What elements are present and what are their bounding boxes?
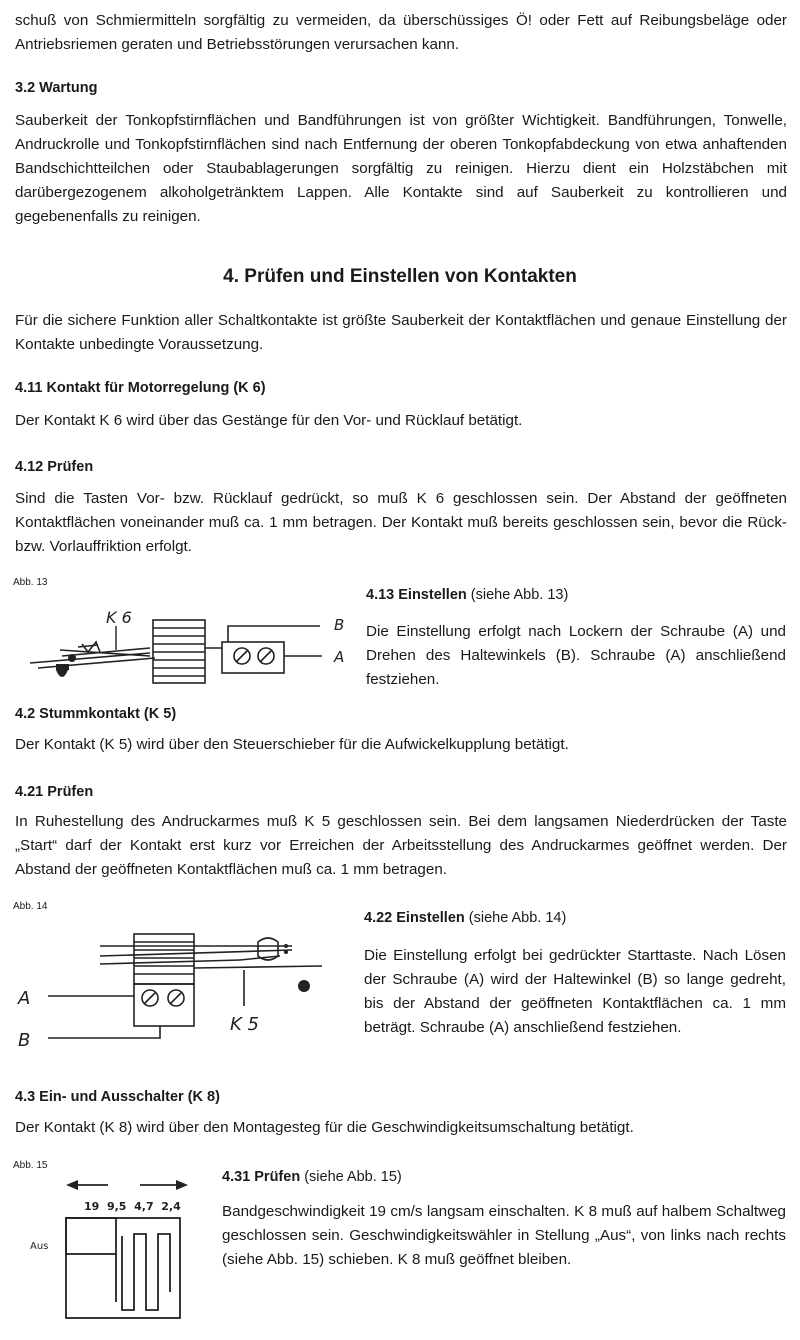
section-4-2-heading: 4.2 Stummkontakt (K 5) (15, 706, 177, 722)
figure-15-caption: Abb. 15 (13, 1160, 48, 1171)
section-4-22-text: Die Einstellung erfolgt bei gedrückter Starttaste. Nach Lösen der Schraube (A) wird der Haltewinkel (B) so lange gedreht, bis der Abstand der geöffneten Kontaktflächen ca. 1 mm beträgt. Schraube (A) anschließend festziehen. (364, 947, 786, 1036)
section-4-3-text: Der Kontakt (K 8) wird über den Montagesteg für die Geschwindigkeitsumschaltung betätigt. (15, 1119, 634, 1136)
figure-13-label-a: A (334, 648, 345, 666)
figure-13-label-k6: K 6 (106, 608, 132, 627)
section-4-21-heading: 4.21 Prüfen (15, 784, 94, 800)
figure-13-label-b: B (334, 616, 345, 634)
section-3-2-heading: 3.2 Wartung (15, 80, 98, 96)
section-4-12-heading: 4.12 Prüfen (15, 459, 94, 475)
section-4-text: Für die sichere Funktion aller Schaltkontakte ist größte Sauberkeit der Kontaktflächen und genaue Einstellung der Kontakte unbedingte Voraussetzung. (15, 312, 787, 353)
page-title: 4. Prüfen und Einstellen von Kontakten (223, 266, 577, 287)
section-4-31-text: Bandgeschwindigkeit 19 cm/s langsam einschalten. K 8 muß auf halbem Schaltweg geschlossen sein. Geschwindigkeitswähler in Stellung „Aus“, von links nach rechts (siehe Abb. 15) schieben. K 8 muß geöffnet bleiben. (222, 1203, 786, 1268)
section-4-21-text: In Ruhestellung des Andruckarmes muß K 5 geschlossen sein. Bei dem langsamen Niederdrücken der Taste „Start“ darf der Kontakt erst kurz vor Erreichen der Arbeitsstellung des Andruckarmes geöffnet werden. Der Abstand der geöffneten Kontaktflächen muß ca. 1 mm betragen. (15, 813, 787, 878)
section-4-3-heading: 4.3 Ein- und Ausschalter (K 8) (15, 1089, 220, 1105)
section-4-11-text: Der Kontakt K 6 wird über das Gestänge für den Vor- und Rücklauf betätigt. (15, 412, 523, 429)
section-3-2-text: Sauberkeit der Tonkopfstirnflächen und Bandführungen ist von größter Wichtigkeit. Bandführungen, Tonwelle, Andruckrolle und Tonkopfstirnflächen sind nach Entfernung der oberen Tonkopfabdeckung von etwa anhaftenden Bandschichtteilchen oder Staubablagerungen sorgfältig zu reinigen. Hierzu dient ein Holzstäbchen mit darübergezogenem alkoholgetränktem Lappen. Alle Kontakte sind auf Sauberkeit zu kontrollieren und gegebenenfalls zu reinigen. (15, 112, 787, 225)
section-4-2-text: Der Kontakt (K 5) wird über den Steuerschieber für die Aufwickelkupplung betätigt. (15, 736, 569, 753)
section-4-11-heading: 4.11 Kontakt für Motorregelung (K 6) (15, 380, 266, 396)
figure-15-speed-labels: 19 9,5 4,7 2,4 (84, 1200, 181, 1213)
figure-14-diagram (0, 920, 350, 1060)
figure-15-diagram (0, 1172, 215, 1332)
figure-14-label-k5: K 5 (230, 1014, 259, 1035)
section-4-12-text: Sind die Tasten Vor- bzw. Rücklauf gedrückt, so muß K 6 geschlossen sein. Der Abstand der geöffneten Kontaktflächen voneinander muß ca. 1 mm betragen. Der Kontakt muß bereits geschlossen sein, bevor die Rück- bzw. Vorlauffriktion erfolgt. (15, 490, 787, 555)
figure-14-caption: Abb. 14 (13, 901, 48, 912)
intro-paragraph: schuß von Schmiermitteln sorgfältig zu vermeiden, da überschüssiges Ö! oder Fett auf Reibungsbeläge oder Antriebsriemen geraten und Betriebsstörungen verursachen kann. (15, 12, 787, 53)
section-4-22-heading: 4.22 Einstellen (siehe Abb. 14) (364, 910, 567, 926)
section-4-31-heading: 4.31 Prüfen (siehe Abb. 15) (222, 1169, 402, 1185)
figure-13-caption: Abb. 13 (13, 577, 48, 588)
section-4-13-heading: 4.13 Einstellen (siehe Abb. 13) (366, 587, 569, 603)
figure-15-label-aus: Aus (30, 1241, 49, 1252)
section-4-13-text: Die Einstellung erfolgt nach Lockern der Schraube (A) und Drehen des Haltewinkels (B). Schraube (A) anschließend festziehen. (366, 623, 786, 688)
figure-14-label-b: B (18, 1030, 31, 1051)
figure-13-diagram (0, 590, 360, 700)
figure-14-label-a: A (18, 988, 31, 1009)
